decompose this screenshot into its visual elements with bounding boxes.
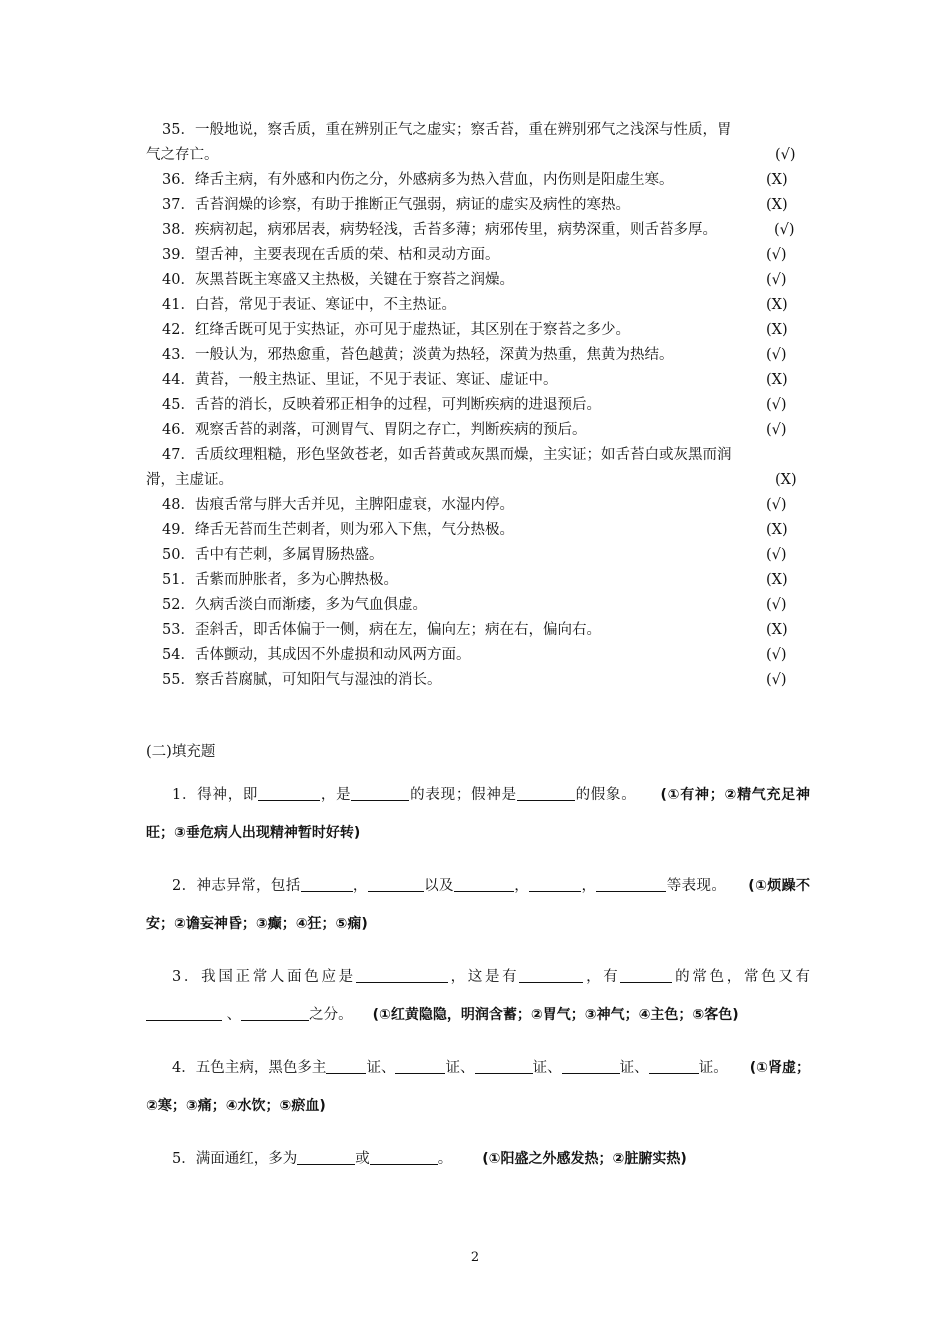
answer-key: (①烦躁不安；②谵妄神昏；③癫；④狂；⑤痫) — [146, 878, 811, 932]
statement-row — [146, 268, 810, 293]
statement-text: 36．绛舌主病，有外感和内伤之分，外感病多为热入营血，内伤则是阳虚生寒。 — [162, 172, 674, 188]
answer-mark: (X) — [766, 297, 788, 313]
answer-blank — [356, 966, 448, 983]
statement-text: 49．绛舌无苔而生芒刺者，则为邪入下焦，气分热极。 — [162, 522, 514, 538]
statement-continuation — [146, 468, 810, 493]
answer-blank — [620, 966, 672, 983]
section-heading: (二)填充题 — [146, 744, 216, 760]
statement-row — [146, 643, 810, 668]
statement-row — [146, 493, 810, 518]
statement-text: 46．观察舌苔的剥落，可测胃气、胃阴之存亡，判断疾病的预后。 — [162, 422, 587, 438]
statement-row — [146, 343, 810, 368]
answer-blank — [596, 875, 666, 892]
answer-blank — [475, 1057, 533, 1074]
statement-text: 54．舌体颤动，其成因不外虚损和动风两方面。 — [162, 647, 471, 663]
answer-mark: (√) — [766, 247, 787, 263]
answer-blank — [368, 875, 424, 892]
answer-mark: (√) — [766, 497, 787, 513]
statement-text: 45．舌苔的消长，反映着邪正相争的过程，可判断疾病的进退预后。 — [162, 397, 601, 413]
fill-blank-list — [146, 776, 810, 1193]
answer-blank — [326, 1057, 366, 1074]
answer-mark: (√) — [774, 222, 795, 238]
statement-text: 37．舌苔润燥的诊察，有助于推断正气强弱，病证的虚实及病性的寒热。 — [162, 197, 630, 213]
fill-item: 5．满面通红，多为 或 。 (①阳盛之外感发热；②脏腑实热) — [146, 1140, 810, 1178]
answer-blank — [395, 1057, 445, 1074]
answer-blank — [517, 784, 575, 801]
statement-text: 40．灰黑苔既主寒盛又主热极，关键在于察苔之润燥。 — [162, 272, 514, 288]
answer-mark: (X) — [766, 522, 788, 538]
answer-blank — [519, 966, 583, 983]
answer-blank — [146, 1004, 222, 1021]
answer-mark: (X) — [766, 622, 788, 638]
statement-row — [146, 318, 810, 343]
statement-text: 50．舌中有芒刺，多属胃肠热盛。 — [162, 547, 384, 563]
fill-item: 4．五色主病，黑色多主 证、 证、 证、 证、 证。 (①肾虚；②寒；③痛；④水饮；⑤瘀血) — [146, 1049, 810, 1125]
statement-text: 44．黄苔，一般主热证、里证，不见于表证、寒证、虚证中。 — [162, 372, 558, 388]
answer-blank — [454, 875, 514, 892]
statement-row — [146, 418, 810, 443]
answer-blank — [301, 875, 353, 892]
answer-blank — [351, 784, 409, 801]
answer-mark: (√) — [766, 547, 787, 563]
statement-text: 48．齿痕舌常与胖大舌并见，主脾阳虚衰，水湿内停。 — [162, 497, 514, 513]
statement-row — [146, 218, 810, 243]
answer-mark: (X) — [766, 197, 788, 213]
true-false-list — [146, 118, 810, 693]
statement-text: 52．久病舌淡白而渐痿，多为气血俱虚。 — [162, 597, 427, 613]
statement-text: 55．察舌苔腐腻，可知阳气与湿浊的消长。 — [162, 672, 442, 688]
answer-blank — [649, 1057, 699, 1074]
statement-text: 滑，主虚证。 — [146, 472, 233, 488]
answer-blank — [529, 875, 581, 892]
answer-mark: (√) — [766, 597, 787, 613]
statement-text: 41．白苔，常见于表证、寒证中，不主热证。 — [162, 297, 456, 313]
statement-text: 51．舌紫而肿胀者，多为心脾热极。 — [162, 572, 398, 588]
answer-mark: (√) — [766, 647, 787, 663]
answer-mark: (√) — [766, 347, 787, 363]
answer-mark: (√) — [766, 672, 787, 688]
statement-text: 38．疾病初起，病邪居表，病势轻浅，舌苔多薄；病邪传里，病势深重，则舌苔多厚。 — [162, 222, 717, 238]
answer-blank — [258, 784, 320, 801]
answer-mark: (X) — [766, 172, 788, 188]
statement-text: 53．歪斜舌，即舌体偏于一侧，病在左，偏向左；病在右，偏向右。 — [162, 622, 601, 638]
fill-item: 1．得神，即 ，是 的表现；假神是 的假象。 (①有神；②精气充足神旺；③垂危病人出现精神暂时好转) — [146, 776, 810, 852]
answer-mark: (√) — [766, 272, 787, 288]
statement-row — [146, 543, 810, 568]
statement-row — [146, 593, 810, 618]
statement-text: 47．舌质纹理粗糙，形色坚敛苍老，如舌苔黄或灰黑而燥，主实证；如舌苔白或灰黑而润 — [162, 447, 732, 463]
answer-mark: (X) — [766, 572, 788, 588]
statement-text: 42．红绛舌既可见于实热证，亦可见于虚热证，其区别在于察苔之多少。 — [162, 322, 630, 338]
fill-item: 2．神志异常，包括 ， 以及 ， ， 等表现。 (①烦躁不安；②谵妄神昏；③癫；④狂；⑤痫) — [146, 867, 810, 943]
statement-text: 35．一般地说，察舌质，重在辨别正气之虚实；察舌苔，重在辨别邪气之浅深与性质，胃 — [162, 122, 732, 138]
statement-row — [146, 243, 810, 268]
answer-mark: (√) — [766, 397, 787, 413]
answer-mark: (X) — [766, 322, 788, 338]
statement-row — [146, 518, 810, 543]
statement-row — [146, 393, 810, 418]
answer-key: (①红黄隐隐，明润含蓄；②胃气；③神气；④主色；⑤客色) — [372, 1007, 739, 1023]
statement-text: 39．望舌神，主要表现在舌质的荣、枯和灵动方面。 — [162, 247, 500, 263]
answer-mark: (√) — [775, 147, 796, 163]
statement-row — [146, 618, 810, 643]
answer-mark: (√) — [766, 422, 787, 438]
page-number: 2 — [470, 1250, 480, 1265]
statement-row — [146, 443, 810, 468]
statement-text: 气之存亡。 — [146, 147, 219, 163]
answer-blank — [297, 1148, 355, 1165]
statement-row — [146, 193, 810, 218]
statement-row — [146, 168, 810, 193]
fill-item: 3．我国正常人面色应是 ，这是有 ，有 的常色，常色又有 、 之分。 (①红黄隐隐，明润含蓄；②胃气；③神气；④主色；⑤客色) — [146, 958, 810, 1034]
answer-key: (①肾虚；②寒；③痛；④水饮；⑤瘀血) — [146, 1060, 811, 1114]
statement-continuation — [146, 143, 810, 168]
answer-mark: (X) — [775, 472, 797, 488]
statement-row — [146, 568, 810, 593]
answer-mark: (X) — [766, 372, 788, 388]
answer-blank — [241, 1004, 309, 1021]
answer-blank — [562, 1057, 620, 1074]
statement-row — [146, 293, 810, 318]
answer-blank — [370, 1148, 438, 1165]
statement-row — [146, 118, 810, 143]
statement-row — [146, 368, 810, 393]
answer-key: (①有神；②精气充足神旺；③垂危病人出现精神暂时好转) — [146, 787, 811, 841]
answer-key: (①阳盛之外感发热；②脏腑实热) — [482, 1151, 687, 1167]
statement-row — [146, 668, 810, 693]
statement-text: 43．一般认为，邪热愈重，苔色越黄；淡黄为热轻，深黄为热重，焦黄为热结。 — [162, 347, 674, 363]
